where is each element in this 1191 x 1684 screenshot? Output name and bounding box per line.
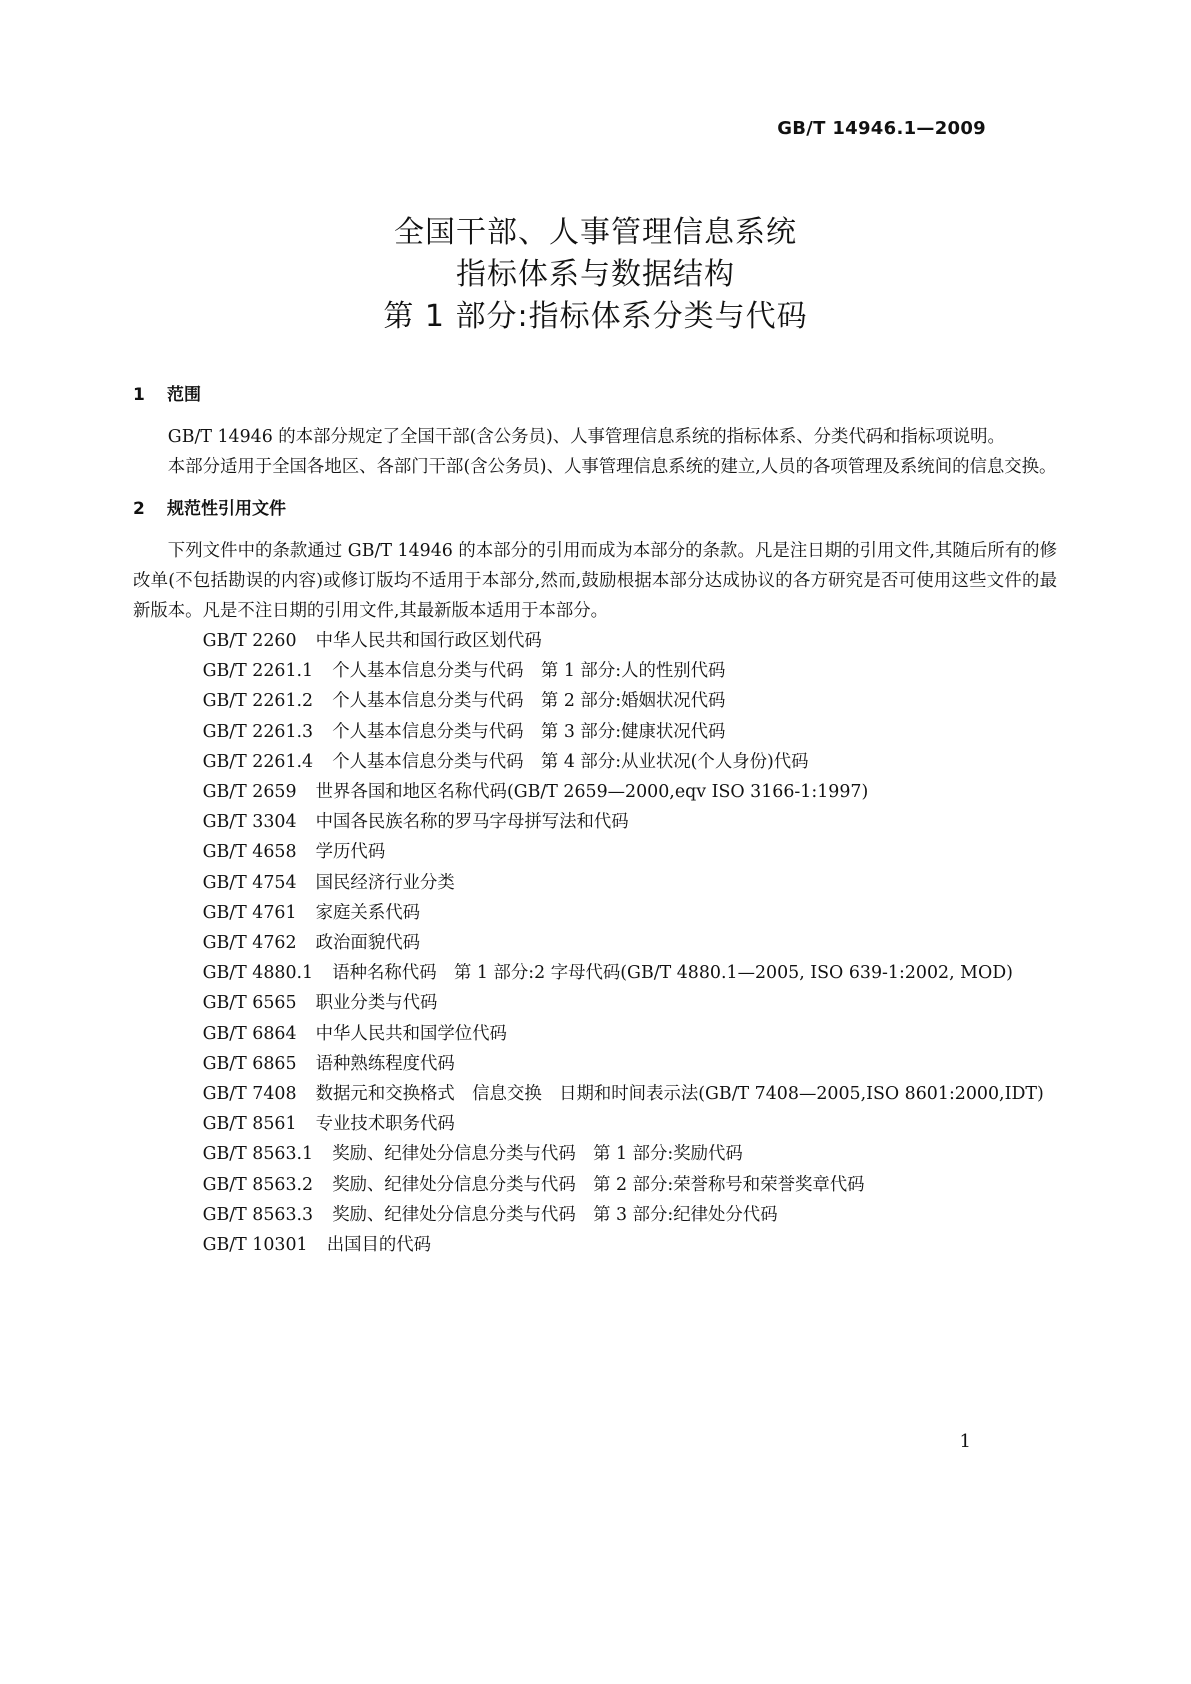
reference-title: 数据元和交换格式 信息交换 日期和时间表示法(GB/T 7408—2005,ISO 8601:2000,IDT) (315, 1084, 1044, 1105)
reference-code: GB/T 2261.2 (202, 691, 314, 712)
scope-paragraph-2: 本部分适用于全国各地区、各部门干部(含公务员)、人事管理信息系统的建立,人员的各项管理及系统间的信息交换。 (167, 457, 1057, 477)
reference-item (133, 807, 1057, 837)
reference-title: 中国各民族名称的罗马字母拼写法和代码 (315, 812, 629, 833)
reference-title: 家庭关系代码 (315, 902, 420, 923)
reference-code: GB/T 2659 (202, 782, 297, 803)
reference-item (133, 1139, 1057, 1169)
normative-references-list (133, 626, 1057, 1260)
reference-item (133, 717, 1057, 747)
section-2-number: 2 (133, 499, 145, 519)
reference-title: 世界各国和地区名称代码(GB/T 2659—2000,eqv ISO 3166-1:1997) (315, 782, 869, 803)
reference-title: 专业技术职务代码 (315, 1114, 455, 1135)
reference-title: 中华人民共和国学位代码 (315, 1023, 507, 1044)
reference-title: 语种熟练程度代码 (315, 1053, 455, 1074)
reference-title: 个人基本信息分类与代码 第 4 部分:从业状况(个人身份)代码 (332, 751, 809, 772)
reference-code: GB/T 8563.3 (202, 1204, 314, 1225)
reference-item (133, 928, 1057, 958)
reference-title: 出国目的代码 (326, 1235, 432, 1256)
reference-item (133, 656, 1057, 686)
reference-item (133, 1230, 1057, 1260)
reference-code: GB/T 4658 (202, 842, 297, 863)
reference-item (133, 1079, 1057, 1109)
reference-item (133, 747, 1057, 777)
reference-code: GB/T 8561 (202, 1114, 297, 1135)
page-number: 1 (959, 1431, 971, 1452)
reference-item (133, 1170, 1057, 1200)
reference-code: GB/T 4754 (202, 872, 297, 893)
reference-code: GB/T 7408 (202, 1084, 297, 1105)
reference-item (133, 1019, 1057, 1049)
reference-title: 语种名称代码 第 1 部分:2 字母代码(GB/T 4880.1—2005, ISO 639-1:2002, MOD) (332, 963, 1013, 984)
section-1-number: 1 (133, 385, 145, 405)
reference-item (133, 1109, 1057, 1139)
title-line-3: 第 1 部分:指标体系分类与代码 (383, 299, 808, 334)
document-body (133, 378, 1057, 1260)
reference-title: 学历代码 (315, 842, 386, 863)
reference-title: 中华人民共和国行政区划代码 (315, 631, 542, 651)
reference-code: GB/T 6864 (202, 1023, 297, 1044)
reference-item (133, 837, 1057, 867)
reference-code: GB/T 10301 (202, 1235, 308, 1256)
reference-title: 个人基本信息分类与代码 第 2 部分:婚姻状况代码 (332, 691, 726, 712)
reference-code: GB/T 2261.1 (202, 661, 314, 682)
document-title (0, 212, 1191, 338)
reference-item (133, 1200, 1057, 1230)
reference-code: GB/T 4880.1 (202, 963, 314, 984)
reference-title: 奖励、纪律处分信息分类与代码 第 1 部分:奖励代码 (332, 1144, 743, 1165)
reference-item (133, 868, 1057, 898)
reference-title: 个人基本信息分类与代码 第 3 部分:健康状况代码 (332, 721, 726, 742)
reference-code: GB/T 2260 (202, 631, 297, 651)
reference-title: 个人基本信息分类与代码 第 1 部分:人的性别代码 (332, 661, 726, 682)
reference-item (133, 958, 1057, 988)
reference-code: GB/T 6565 (202, 993, 297, 1014)
reference-code: GB/T 8563.1 (202, 1144, 314, 1165)
reference-title: 国民经济行业分类 (315, 872, 455, 893)
standard-code: GB/T 14946.1—2009 (777, 118, 986, 139)
reference-item (133, 686, 1057, 716)
reference-title: 奖励、纪律处分信息分类与代码 第 2 部分:荣誉称号和荣誉奖章代码 (332, 1174, 865, 1195)
title-line-2: 指标体系与数据结构 (456, 257, 735, 292)
section-1-title: 范围 (167, 385, 201, 405)
section-1-heading (133, 378, 1057, 412)
reference-code: GB/T 2261.4 (202, 751, 314, 772)
section-2-heading (133, 492, 1057, 526)
reference-title: 奖励、纪律处分信息分类与代码 第 3 部分:纪律处分代码 (332, 1204, 778, 1225)
references-intro-paragraph: 下列文件中的条款通过 GB/T 14946 的本部分的引用而成为本部分的条款。凡是注日期的引用文件,其随后所有的修改单(不包括勘误的内容)或修订版均不适用于本部分,然而,鼓励根据本部分达成协议的各方研究是否可使用这些文件的最新版本。凡是不注日期的引用文件,其最新版本适用于本部分。 (133, 541, 1057, 621)
title-line-1: 全国干部、人事管理信息系统 (394, 215, 797, 250)
reference-code: GB/T 3304 (202, 812, 297, 833)
reference-item (133, 777, 1057, 807)
reference-title: 政治面貌代码 (315, 933, 420, 954)
reference-item (133, 626, 1057, 656)
reference-item (133, 1049, 1057, 1079)
reference-code: GB/T 4762 (202, 933, 297, 954)
scope-paragraph-1: GB/T 14946 的本部分规定了全国干部(含公务员)、人事管理信息系统的指标体系、分类代码和指标项说明。 (167, 427, 1005, 447)
reference-item (133, 988, 1057, 1018)
section-2-title: 规范性引用文件 (167, 499, 286, 519)
reference-code: GB/T 8563.2 (202, 1174, 314, 1195)
reference-code: GB/T 4761 (202, 902, 297, 923)
reference-code: GB/T 6865 (202, 1053, 297, 1074)
reference-code: GB/T 2261.3 (202, 721, 314, 742)
reference-title: 职业分类与代码 (315, 993, 438, 1014)
reference-item (133, 898, 1057, 928)
